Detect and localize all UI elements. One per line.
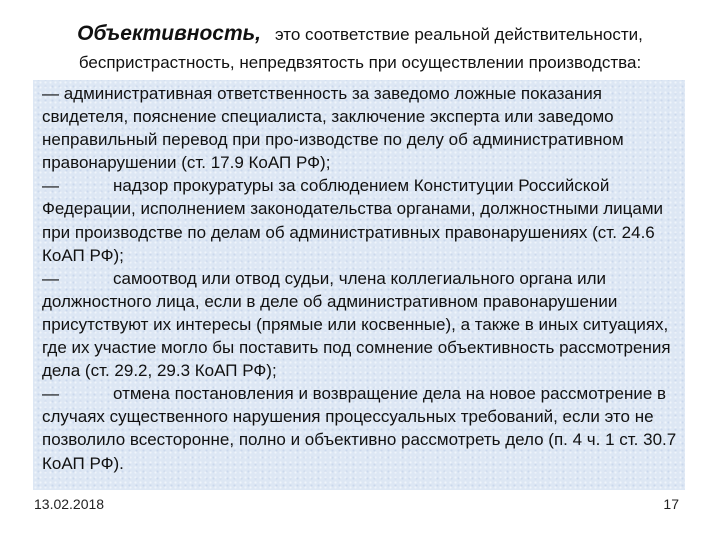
footer-date: 13.02.2018 [34,496,105,512]
item-dash: — [42,176,59,196]
list-item [42,82,677,174]
heading-line-2: беспристрастность, непредвзятость при осуществлении производства: [78,53,642,72]
slide-heading [0,22,720,75]
item-text: надзор прокуратуры за соблюдением Конституции Российской Федерации, исполнением законодательства органами, должностными лицами при производстве по делам об административных правонарушениях (ст. 24.6 КоАП РФ); [42,176,664,265]
content-panel [33,80,685,490]
page-number: 17 [663,496,679,512]
heading-definition-start: это соответствие реальной действительности, [274,25,643,44]
item-dash: — [42,384,59,404]
item-dash: — [42,84,59,103]
list-item [42,267,677,382]
item-text: самоотвод или отвод судьи, члена коллегиального органа или должностного лица, если в деле об административном правонарушении присутствуют их интересы (прямые или косвенные), а также в иных ситуациях, где их участие могло бы поставить под сомнение объективность рассмотрения дела (ст. 29.2, 29.3 КоАП РФ); [42,268,671,381]
item-dash: — [42,268,59,288]
item-text: административная ответственность за заведомо ложные показания свидетеля, пояснение специалиста, заключение эксперта или заведомо неправильный перевод при про-изводстве по делу об административном правонарушении (ст. 17.9 КоАП РФ); [42,84,624,173]
heading-line-1 [0,22,720,47]
list-item [42,382,677,474]
list-item [42,174,677,266]
item-text: отмена постановления и возвращение дела на новое рассмотрение в случаях существенного нарушения процессуальных требований, если это не позволило всесторонне, полно и объективно рассмотреть дело (п. 4 ч. 1 ст. 30.7 КоАП РФ). [42,384,677,473]
heading-term: Объективность, [77,22,261,45]
